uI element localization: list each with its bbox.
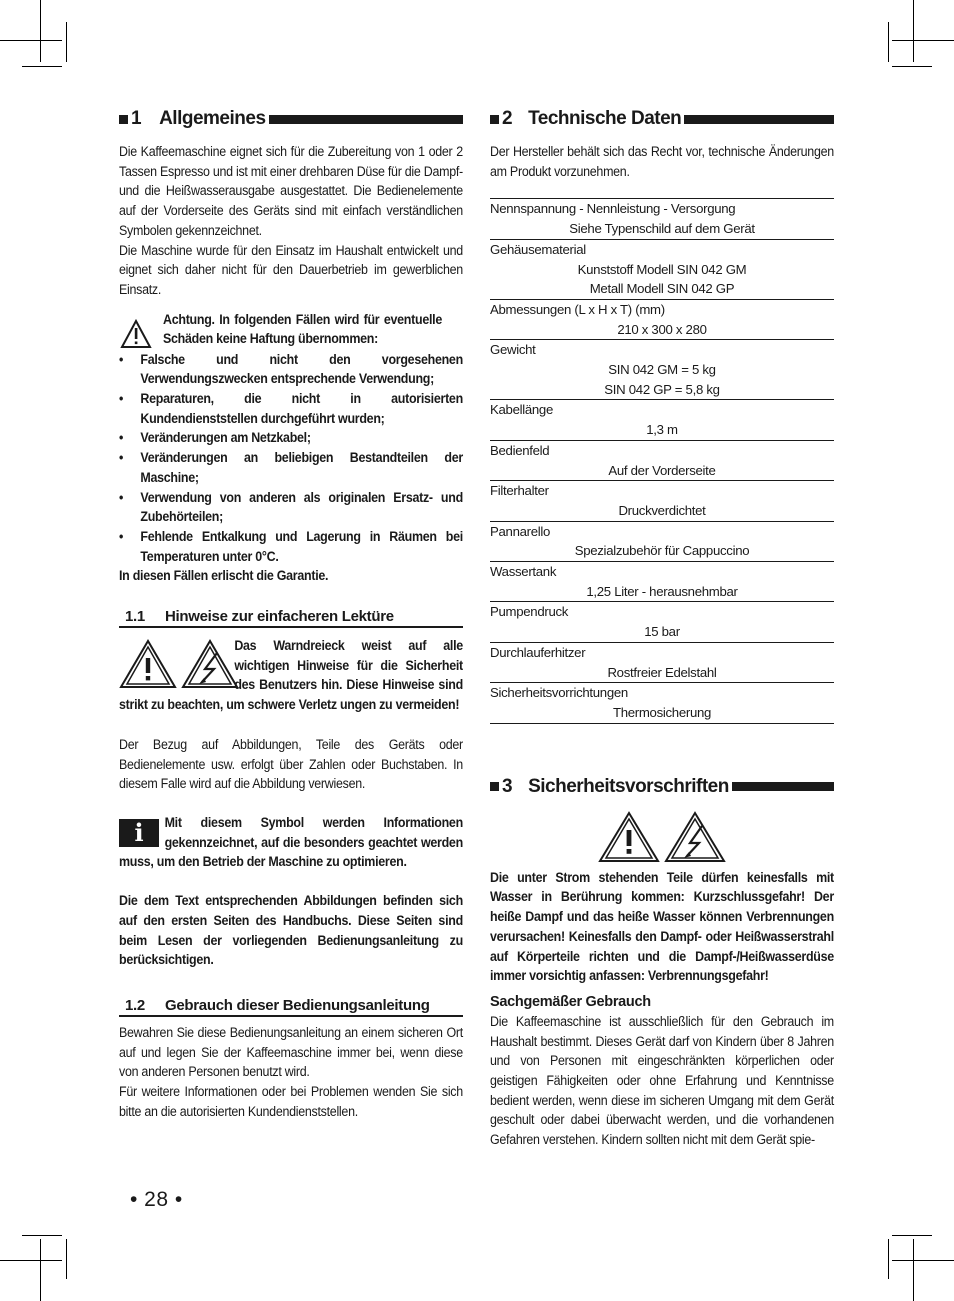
spec-row [490, 561, 834, 601]
list-item: • Veränderungen an beliebigen Bestandteilen der Maschine; [119, 450, 463, 485]
crop-mark [40, 1239, 41, 1301]
heading-bar [269, 115, 463, 124]
section-number: 2 [502, 108, 513, 129]
spec-row [490, 440, 834, 480]
warning-intro: Achtung. In folgenden Fällen wird für eventuelle Schäden keine Haftung übernommen: [163, 311, 442, 347]
section-number: 1 [131, 108, 142, 129]
crop-mark [66, 22, 67, 62]
hazard-notice [119, 636, 463, 715]
safety-icons [490, 810, 834, 864]
spec-label: Sicherheitsvorrichtungen [490, 685, 628, 701]
heading-square [490, 782, 499, 791]
spec-row [490, 399, 834, 439]
section-3-heading [490, 774, 834, 800]
spec-label: Pumpendruck [490, 604, 569, 620]
spec-value: 210 x 300 x 280 [617, 321, 707, 337]
list-item: • Falsche und nicht den vorgesehenen Verwendungszwecken entsprechende Verwendung; [119, 351, 463, 387]
spec-row [490, 682, 834, 723]
spec-row [490, 239, 834, 299]
spec-label: Gehäusematerial [490, 241, 586, 257]
spec-label: Wassertank [490, 564, 557, 580]
proper-use-paragraph: Die Kaffeemaschine ist ausschließlich für den Gebrauch im Haushalt bestimmt. Dieses Gerät darf von Kindern über 8 Jahren und von Personen mit eingeschränkten körperlichen oder geistigen Fähigkeiten oder ohne Erfahrung und Kenntnisse bedient werden, wenn diese im sicheren Umgang mit dem Gerät geschult oder dabei überwacht werden, und die vorhandenen Gefahren verstehen. Kindern sollten nicht mit dem Gerät spie- [490, 1013, 834, 1148]
crop-mark [888, 1239, 889, 1279]
spec-row [490, 642, 834, 682]
warning-triangle-icon [119, 316, 163, 350]
warning-triangle-icon [598, 810, 660, 864]
spec-value: 15 bar [644, 624, 680, 640]
spec-row [490, 339, 834, 399]
spec-label: Filterhalter [490, 483, 549, 499]
crop-mark [66, 1239, 67, 1279]
crop-mark [913, 0, 914, 62]
section-1-heading [119, 106, 463, 132]
spec-row [490, 601, 834, 641]
crop-mark [22, 66, 62, 67]
spec-row [490, 198, 834, 238]
manufacturer-note: Der Hersteller behält sich das Recht vor, technische Änderungen am Produkt vorzunehmen. [490, 144, 834, 179]
spec-value: 1,25 Liter - herausnehmbar [586, 583, 738, 599]
crop-mark [913, 1239, 914, 1301]
crop-mark [22, 1235, 62, 1236]
info-notice [119, 813, 463, 872]
spec-label: Bedienfeld [490, 442, 550, 458]
section-1-paragraph: Die Maschine wurde für den Einsatz im Haushalt entwickelt und eignet sich daher nicht für den Dauerbetrieb im gewerblichen Einsatz. [119, 242, 463, 297]
section-1-2-paragraph: Bewahren Sie diese Bedienungsanleitung an einem sicheren Ort auf und legen Sie der Kaffeemaschine immer bei, wenn diese von anderen Personen benutzt wird. [119, 1024, 463, 1080]
section-1-paragraph: Die Kaffeemaschine eignet sich für die Zubereitung von 1 oder 2 Tassen Espresso und ist mit einer drehbaren Düse für die Dampf- und die Heißwasserausgabe ausgestattet. Die Bedienelemente auf der Vorderseite des Geräts sind mit einfach verständlichen Symbolen gekennzeichnet. [119, 144, 463, 238]
section-1-1-heading: 1.1 Hinweise zur einfacheren Lektüre [119, 608, 463, 628]
spec-row [490, 480, 834, 520]
spec-value: SIN 042 GM = 5 kg [608, 362, 716, 378]
proper-use-heading: Sachgemäßer Gebrauch [490, 993, 651, 1010]
spec-value: Rostfreier Edelstahl [607, 664, 717, 680]
crop-mark [888, 22, 889, 62]
safety-warning: Die unter Strom stehenden Teile dürfen keinesfalls mit Wasser in Berührung kommen: Kurzschlussgefahr! Der heiße Dampf und das heiße Wasser können Verbrennungen verursachen! Keinesfalls den Dampf- oder Heißwasserstrahl auf Körperteile richten und die Dampf-/Heißwasserdüse immer vorsichtig anfassen: Verbrennungsgefahr! [490, 869, 834, 984]
spec-value: Thermosicherung [612, 704, 712, 720]
spec-value: 1,3 m [646, 422, 678, 438]
list-item: • Fehlende Entkalkung und Lagerung in Räumen bei Temperaturen unter 0°C. [119, 528, 463, 564]
spec-table [490, 198, 834, 723]
right-column [490, 106, 834, 1150]
electric-hazard-icon [664, 810, 726, 864]
crop-mark [0, 1260, 62, 1261]
heading-bar [732, 782, 834, 791]
crop-mark [892, 1235, 932, 1236]
page-number: • 28 • [130, 1188, 183, 1211]
crop-mark [892, 66, 932, 67]
spec-row [490, 521, 834, 561]
exclusion-list [119, 350, 463, 567]
section-title: Allgemeines [159, 108, 266, 129]
spec-label: Kabellänge [490, 402, 553, 418]
section-title: Sicherheitsvorschriften [528, 775, 729, 797]
spec-value: Metall Modell SIN 042 GP [589, 281, 735, 297]
section-1-2-paragraph: Für weitere Informationen oder bei Problemen wenden Sie sich bitte an die autorisierten Kundendienststellen. [119, 1084, 463, 1119]
crop-mark [40, 0, 41, 62]
spec-label: Pannarello [490, 523, 551, 539]
section-number: 3 [502, 775, 513, 797]
spec-value: Spezialzubehör für Cappuccino [574, 543, 750, 559]
section-title: Technische Daten [528, 108, 682, 129]
spec-value: Kunststoff Modell SIN 042 GM [577, 261, 747, 277]
spec-row [490, 299, 834, 339]
heading-bar [684, 115, 834, 124]
spec-value: Siehe Typenschild auf dem Gerät [569, 221, 755, 237]
section-2-heading [490, 106, 834, 132]
spec-value: Auf der Vorderseite [608, 462, 716, 478]
crop-mark [0, 40, 62, 41]
crop-mark [892, 40, 954, 41]
list-item: • Verwendung von anderen als originalen Ersatz- und Zubehörteilen; [119, 489, 463, 525]
list-item: • Veränderungen am Netzkabel; [119, 430, 311, 446]
list-item: • Reparaturen, die nicht in autorisierten Kundendienststellen durchgeführt wurden; [119, 391, 463, 426]
spec-label: Durchlauferhitzer [490, 644, 586, 660]
heading-square [119, 115, 128, 124]
liability-warning [119, 310, 463, 350]
spec-label: Nennspannung - Nennleistung - Versorgung [490, 201, 736, 217]
spec-label: Gewicht [490, 342, 536, 358]
hazard-text: Das Warndreieck weist auf alle wichtigen Hinweise für die Sicherheit des Benutzers hin. Diese Hinweise sind strikt zu beachten, um schwere Verletz ungen zu vermeiden! [119, 638, 463, 713]
left-column [119, 106, 463, 1121]
reference-paragraph: Der Bezug auf Abbildungen, Teile des Geräts oder Bedienelemente usw. erfolgt über Zahlen oder Buchstaben. In diesem Falle wird auf die Abbildung verwiesen. [119, 736, 463, 792]
info-icon: i [119, 819, 159, 847]
info-text: Mit diesem Symbol werden Informationen gekennzeichnet, auf die besonders geachtet werden muss, um den Betrieb der Maschine zu optimieren. [119, 814, 463, 870]
crop-mark [892, 1260, 954, 1261]
spec-value: SIN 042 GP = 5,8 kg [604, 381, 720, 397]
figures-note: Die dem Text entsprechenden Abbildungen befinden sich auf den ersten Seiten des Handbuchs. Diese Seiten sind beim Lesen der vorliegenden Bedienungsanleitung zu berücksichtigen. [119, 893, 463, 968]
spec-value: Druckverdichtet [618, 502, 706, 518]
spec-label: Abmessungen (L x H x T) (mm) [490, 301, 665, 317]
section-1-2-heading: 1.2 Gebrauch dieser Bedienungsanleitung [119, 997, 463, 1017]
guarantee-note: In diesen Fällen erlischt die Garantie. [119, 568, 329, 584]
heading-square [490, 115, 499, 124]
